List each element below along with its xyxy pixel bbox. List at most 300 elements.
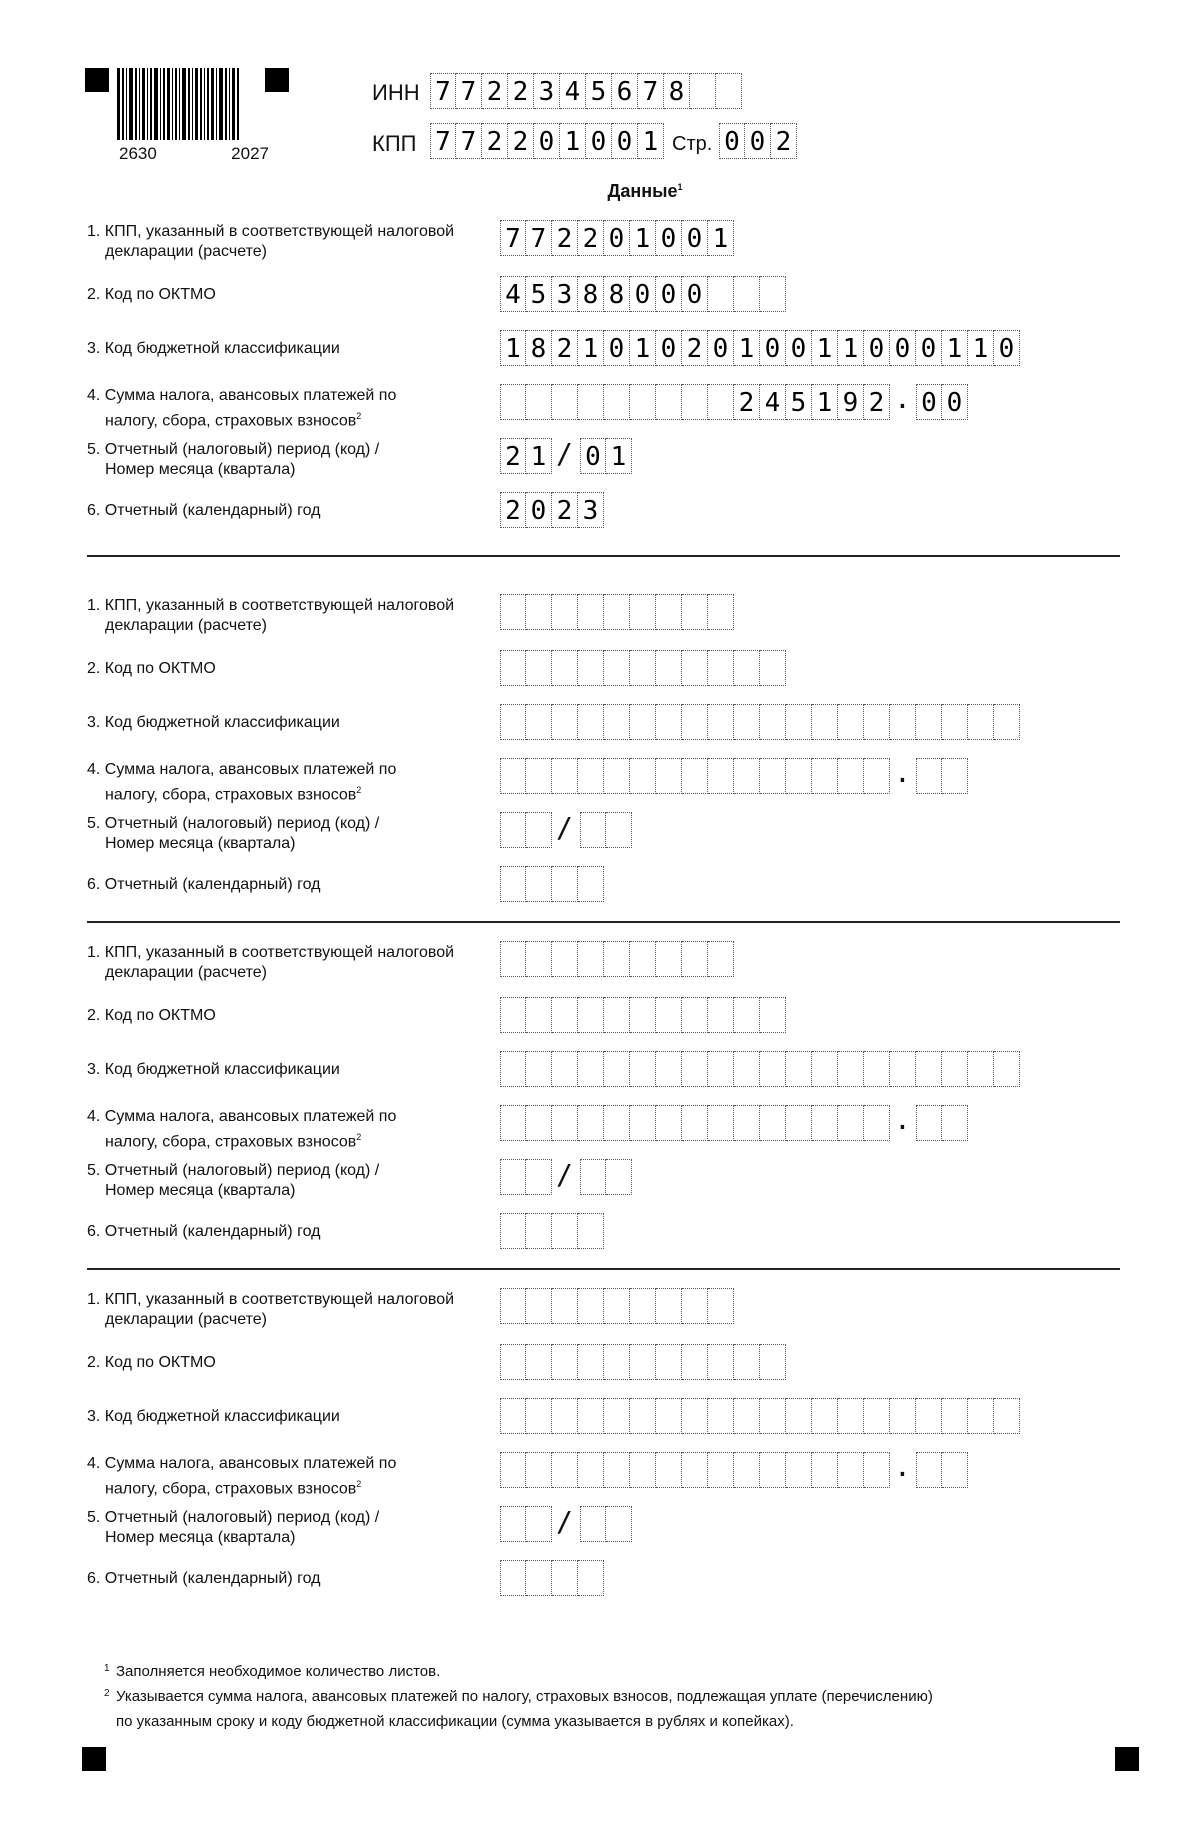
kpp-cell[interactable]: 0	[612, 123, 638, 159]
kbk-field-cell[interactable]	[812, 1398, 838, 1434]
sum-integer-field-cell[interactable]: 5	[786, 384, 812, 420]
year-field-cell[interactable]	[500, 866, 526, 902]
kbk-field-cell[interactable]: 1	[630, 330, 656, 366]
kpp-field-cell[interactable]	[630, 941, 656, 977]
kbk-field-cell[interactable]: 0	[604, 330, 630, 366]
kpp-field-cell[interactable]	[656, 941, 682, 977]
kbk-field-cell[interactable]	[734, 704, 760, 740]
sum-integer-field-cell[interactable]	[786, 1105, 812, 1141]
oktmo-field-cell[interactable]	[604, 650, 630, 686]
oktmo-field-cell[interactable]	[708, 276, 734, 312]
period-number-field-cell[interactable]	[580, 1506, 606, 1542]
sum-integer-field-cell[interactable]	[838, 1105, 864, 1141]
oktmo-field-cell[interactable]	[708, 997, 734, 1033]
sum-integer-field-cell[interactable]	[760, 1452, 786, 1488]
oktmo-field-cell[interactable]	[500, 650, 526, 686]
kbk-field-cell[interactable]	[812, 1051, 838, 1087]
kbk-field-cell[interactable]	[526, 704, 552, 740]
oktmo-field-cell[interactable]	[656, 1344, 682, 1380]
oktmo-field-cell[interactable]: 8	[578, 276, 604, 312]
year-field-cell[interactable]	[578, 866, 604, 902]
oktmo-field-cell[interactable]	[552, 650, 578, 686]
period-number-field-cell[interactable]: 0	[580, 438, 606, 474]
kpp-field-cell[interactable]: 0	[604, 220, 630, 256]
footnote-2	[104, 1684, 1076, 1734]
kbk-field-cell[interactable]	[760, 704, 786, 740]
kpp-field-cell[interactable]	[682, 594, 708, 630]
sum-integer-field-cell[interactable]	[760, 1105, 786, 1141]
kbk-field-cell[interactable]: 0	[786, 330, 812, 366]
kbk-field-cell[interactable]	[708, 1398, 734, 1434]
kbk-field-cell[interactable]	[526, 1398, 552, 1434]
kbk-field-cell[interactable]	[578, 704, 604, 740]
kbk-field-cell[interactable]	[994, 704, 1020, 740]
kpp-field-cell[interactable]	[604, 1288, 630, 1324]
kpp-field-cell[interactable]	[526, 941, 552, 977]
kbk-field-cell[interactable]	[968, 704, 994, 740]
kbk-field-cell[interactable]: 1	[942, 330, 968, 366]
sum-integer-field-cell[interactable]	[500, 1105, 526, 1141]
kpp-field-cell[interactable]: 1	[708, 220, 734, 256]
oktmo-field-cell[interactable]	[552, 997, 578, 1033]
page-number-cell[interactable]: 0	[745, 123, 771, 159]
sum-integer-field-cell[interactable]	[630, 1452, 656, 1488]
kbk-field-cell[interactable]	[994, 1051, 1020, 1087]
kpp-field-cell[interactable]	[682, 1288, 708, 1324]
kbk-field-cell[interactable]: 0	[760, 330, 786, 366]
kpp-field-cell[interactable]	[578, 941, 604, 977]
page-number-cell[interactable]: 0	[719, 123, 745, 159]
oktmo-field-cell[interactable]	[604, 997, 630, 1033]
year-field-cell[interactable]	[526, 1560, 552, 1596]
kbk-field-cell[interactable]	[864, 1051, 890, 1087]
oktmo-field-cell[interactable]: 0	[656, 276, 682, 312]
kbk-field-cell[interactable]: 1	[734, 330, 760, 366]
kpp-field-cell[interactable]	[630, 1288, 656, 1324]
kbk-field-cell[interactable]	[500, 1398, 526, 1434]
kbk-field-cell[interactable]: 0	[994, 330, 1020, 366]
sum-integer-field-cell[interactable]	[812, 758, 838, 794]
kbk-field-cell[interactable]	[890, 704, 916, 740]
period-number-field-cell[interactable]: 1	[606, 438, 632, 474]
kpp-field-cell[interactable]	[604, 594, 630, 630]
year-field-cell[interactable]	[500, 1213, 526, 1249]
kbk-field-cell[interactable]	[916, 1398, 942, 1434]
oktmo-field-cell[interactable]: 4	[500, 276, 526, 312]
inn-cell[interactable]: 5	[586, 73, 612, 109]
sum-integer-field-cell[interactable]	[526, 758, 552, 794]
kbk-field-cell[interactable]: 0	[916, 330, 942, 366]
sum-decimal-field-cell[interactable]: 0	[942, 384, 968, 420]
year-field-cell[interactable]	[500, 1560, 526, 1596]
sum-integer-field-cell[interactable]	[864, 1452, 890, 1488]
sum-integer-field-cell[interactable]	[786, 1452, 812, 1488]
oktmo-field-cell[interactable]	[682, 650, 708, 686]
inn-cell[interactable]: 7	[430, 73, 456, 109]
oktmo-field-cell[interactable]	[760, 650, 786, 686]
kpp-field-cell[interactable]	[552, 1288, 578, 1324]
kbk-field-cell[interactable]	[812, 704, 838, 740]
year-field-cell[interactable]	[526, 1213, 552, 1249]
oktmo-field-cell[interactable]: 0	[630, 276, 656, 312]
barcode-bar	[160, 68, 161, 140]
sum-integer-field-cell[interactable]: 4	[760, 384, 786, 420]
kbk-field-cell[interactable]	[864, 704, 890, 740]
oktmo-field-cell[interactable]	[630, 997, 656, 1033]
kbk-field-cell[interactable]	[630, 704, 656, 740]
kpp-field-cell[interactable]	[552, 941, 578, 977]
oktmo-field-cell[interactable]: 0	[682, 276, 708, 312]
kbk-field-cell[interactable]	[916, 1051, 942, 1087]
kbk-field-cell[interactable]	[734, 1051, 760, 1087]
kpp-cell[interactable]: 1	[638, 123, 664, 159]
sum-integer-field-cell[interactable]	[578, 1452, 604, 1488]
sum-integer-field-cell[interactable]	[552, 1452, 578, 1488]
kbk-field-cell[interactable]	[500, 704, 526, 740]
inn-cell[interactable]	[690, 73, 716, 109]
kpp-field	[500, 1288, 734, 1324]
kbk-field-cell[interactable]	[786, 704, 812, 740]
kpp-cell[interactable]: 0	[534, 123, 560, 159]
period-code-field-cell[interactable]	[500, 1159, 526, 1195]
kpp-field-cell[interactable]: 2	[578, 220, 604, 256]
kbk-field-cell[interactable]: 1	[838, 330, 864, 366]
sum-integer-field-cell[interactable]	[500, 1452, 526, 1488]
sum-integer-field-cell[interactable]: 2	[734, 384, 760, 420]
kbk-field-cell[interactable]: 8	[526, 330, 552, 366]
kpp-cell[interactable]: 2	[482, 123, 508, 159]
kbk-field-cell[interactable]: 1	[968, 330, 994, 366]
kpp-field-cell[interactable]	[500, 941, 526, 977]
oktmo-field-cell[interactable]	[500, 1344, 526, 1380]
oktmo-field-cell[interactable]	[656, 997, 682, 1033]
oktmo-field-cell[interactable]	[578, 1344, 604, 1380]
kpp-field-cell[interactable]	[552, 594, 578, 630]
kbk-field-cell[interactable]	[890, 1398, 916, 1434]
inn-cell[interactable]: 2	[482, 73, 508, 109]
sum-integer-field-cell[interactable]	[734, 758, 760, 794]
sum-integer-field-cell[interactable]	[552, 1105, 578, 1141]
barcode-bar	[142, 68, 145, 140]
period-number-field-cell[interactable]	[580, 1159, 606, 1195]
sum-integer-field-cell[interactable]	[838, 1452, 864, 1488]
oktmo-field-cell[interactable]	[656, 650, 682, 686]
inn-cell[interactable]: 2	[508, 73, 534, 109]
kbk-field-cell[interactable]	[734, 1398, 760, 1434]
kbk-field-cell[interactable]: 0	[890, 330, 916, 366]
sum-decimal-field-cell[interactable]	[942, 758, 968, 794]
kpp-field-cell[interactable]	[630, 594, 656, 630]
kpp-cell[interactable]: 2	[508, 123, 534, 159]
kpp-field-cell[interactable]: 7	[526, 220, 552, 256]
inn-cell[interactable]: 3	[534, 73, 560, 109]
kpp-field-cell[interactable]	[708, 941, 734, 977]
kbk-field-cell[interactable]	[760, 1051, 786, 1087]
oktmo-field-cell[interactable]	[630, 650, 656, 686]
sum-integer-field-cell[interactable]	[604, 1105, 630, 1141]
kbk-field-cell[interactable]: 1	[812, 330, 838, 366]
inn-cell[interactable]: 4	[560, 73, 586, 109]
year-field-cell[interactable]: 2	[500, 492, 526, 528]
period-code-field-cell[interactable]	[526, 812, 552, 848]
sum-integer-field-cell[interactable]	[812, 1452, 838, 1488]
sum-decimal-field-cell[interactable]	[916, 758, 942, 794]
kbk-field-cell[interactable]	[890, 1051, 916, 1087]
period-code-field	[500, 812, 552, 848]
kpp-field-cell[interactable]	[526, 1288, 552, 1324]
kbk-field-cell[interactable]	[630, 1051, 656, 1087]
label-period-line-2: Номер месяца (квартала)	[105, 461, 296, 478]
inn-cell[interactable]: 6	[612, 73, 638, 109]
kpp-field-cell[interactable]	[500, 594, 526, 630]
oktmo-field-cell[interactable]	[578, 997, 604, 1033]
barcode-bar	[175, 68, 177, 140]
year-field-cell[interactable]	[552, 866, 578, 902]
sum-integer-field-cell[interactable]	[734, 1105, 760, 1141]
kpp-field-cell[interactable]	[656, 1288, 682, 1324]
kbk-field-cell[interactable]	[708, 704, 734, 740]
barcode-bar	[150, 68, 152, 140]
sum-integer-field-cell[interactable]	[682, 1452, 708, 1488]
year-field-cell[interactable]: 2	[552, 492, 578, 528]
sum-integer-field-cell[interactable]	[760, 758, 786, 794]
kpp-cell[interactable]: 1	[560, 123, 586, 159]
oktmo-field-cell[interactable]: 3	[552, 276, 578, 312]
period-code-field-cell[interactable]: 1	[526, 438, 552, 474]
kbk-field-cell[interactable]	[916, 704, 942, 740]
kbk-field-cell[interactable]	[968, 1398, 994, 1434]
kbk-field-cell[interactable]	[604, 1398, 630, 1434]
sum-integer-field-cell[interactable]	[708, 1105, 734, 1141]
kbk-field-cell[interactable]	[604, 704, 630, 740]
oktmo-field-cell[interactable]	[526, 1344, 552, 1380]
sum-integer-field-cell[interactable]	[682, 758, 708, 794]
period-code-field-cell[interactable]	[526, 1506, 552, 1542]
kpp-field-cell[interactable]	[708, 1288, 734, 1324]
oktmo-field-cell[interactable]	[760, 276, 786, 312]
kbk-field-cell[interactable]: 0	[864, 330, 890, 366]
period-code-field-cell[interactable]	[526, 1159, 552, 1195]
label-period-line-2: Номер месяца (квартала)	[105, 835, 296, 852]
period-number-field-cell[interactable]	[606, 1506, 632, 1542]
period-slash: /	[556, 1158, 573, 1191]
kbk-field-cell[interactable]	[708, 1051, 734, 1087]
sum-integer-field-cell[interactable]	[552, 758, 578, 794]
kpp-field-cell[interactable]	[656, 594, 682, 630]
label-kpp	[87, 1290, 487, 1330]
sum-integer-field-cell[interactable]	[708, 758, 734, 794]
oktmo-field-cell[interactable]	[708, 1344, 734, 1380]
page-number-cell[interactable]: 2	[771, 123, 797, 159]
year-field-cell[interactable]	[552, 1213, 578, 1249]
kbk-field-cell[interactable]: 2	[552, 330, 578, 366]
inn-cell[interactable]: 7	[638, 73, 664, 109]
sum-integer-field-cell[interactable]	[838, 758, 864, 794]
oktmo-field-cell[interactable]	[734, 997, 760, 1033]
period-number-field-cell[interactable]	[606, 1159, 632, 1195]
kbk-field-cell[interactable]	[942, 1398, 968, 1434]
kbk-field-cell[interactable]	[604, 1051, 630, 1087]
sum-integer-field-cell[interactable]	[656, 758, 682, 794]
kpp-cell[interactable]: 7	[430, 123, 456, 159]
year-field-cell[interactable]	[552, 1560, 578, 1596]
sum-integer-field-cell[interactable]	[604, 1452, 630, 1488]
sum-integer-field-cell[interactable]	[630, 384, 656, 420]
oktmo-field-cell[interactable]: 5	[526, 276, 552, 312]
inn-cell[interactable]	[716, 73, 742, 109]
period-code-field-cell[interactable]	[500, 812, 526, 848]
sum-integer-field-cell[interactable]	[604, 384, 630, 420]
oktmo-field-cell[interactable]	[734, 650, 760, 686]
sum-integer-field-cell[interactable]	[578, 384, 604, 420]
sum-integer-field-cell[interactable]	[552, 384, 578, 420]
year-field-cell[interactable]	[578, 1560, 604, 1596]
sum-integer-field-cell[interactable]	[682, 384, 708, 420]
kbk-field-cell[interactable]	[994, 1398, 1020, 1434]
barcode-bar	[129, 68, 133, 140]
sum-integer-field-cell[interactable]: 9	[838, 384, 864, 420]
oktmo-field-cell[interactable]	[708, 650, 734, 686]
kpp-field-cell[interactable]	[526, 594, 552, 630]
kpp-field-cell[interactable]	[578, 594, 604, 630]
sum-decimal-field-cell[interactable]	[942, 1452, 968, 1488]
oktmo-field-cell[interactable]	[552, 1344, 578, 1380]
sum-integer-field-cell[interactable]	[734, 1452, 760, 1488]
kbk-field-cell[interactable]: 1	[578, 330, 604, 366]
oktmo-field-cell[interactable]	[734, 1344, 760, 1380]
kbk-field-cell[interactable]	[682, 1398, 708, 1434]
oktmo-field-cell[interactable]	[682, 1344, 708, 1380]
label-kpp-line-1: 1. КПП, указанный в соответствующей налоговой	[87, 223, 455, 240]
kbk-field-cell[interactable]	[838, 1398, 864, 1434]
footnote-1	[104, 1659, 1076, 1684]
kpp-field-cell[interactable]	[708, 594, 734, 630]
sum-integer-field-cell[interactable]	[630, 758, 656, 794]
sum-integer-field-cell[interactable]: 2	[864, 384, 890, 420]
sum-integer-field-cell[interactable]	[630, 1105, 656, 1141]
sum-integer-field-cell[interactable]	[526, 384, 552, 420]
kpp-field-cell[interactable]	[604, 941, 630, 977]
oktmo-field-cell[interactable]	[682, 997, 708, 1033]
sum-integer-field-cell[interactable]	[708, 384, 734, 420]
kbk-field-cell[interactable]	[942, 704, 968, 740]
sum-integer-field-cell[interactable]	[864, 758, 890, 794]
kbk-field-cell[interactable]	[942, 1051, 968, 1087]
kbk-field-cell[interactable]: 1	[500, 330, 526, 366]
kbk-field-cell[interactable]	[786, 1398, 812, 1434]
kbk-field-cell[interactable]	[682, 704, 708, 740]
kpp-cell[interactable]: 0	[586, 123, 612, 159]
oktmo-field-cell[interactable]	[604, 1344, 630, 1380]
sum-integer-field-cell[interactable]	[526, 1105, 552, 1141]
kpp-field-cell[interactable]	[682, 941, 708, 977]
kbk-field-cell[interactable]	[552, 1051, 578, 1087]
barcode-bar	[219, 68, 223, 140]
kbk-field-cell[interactable]	[656, 1051, 682, 1087]
kpp-field-cell[interactable]: 0	[656, 220, 682, 256]
kbk-field-cell[interactable]	[630, 1398, 656, 1434]
sum-integer-field-cell[interactable]	[500, 758, 526, 794]
year-field-cell[interactable]: 3	[578, 492, 604, 528]
sum-integer-field-cell[interactable]	[786, 758, 812, 794]
period-number-field-cell[interactable]	[580, 812, 606, 848]
kbk-field-cell[interactable]	[552, 704, 578, 740]
kbk-field-cell[interactable]: 2	[682, 330, 708, 366]
kpp-field-cell[interactable]: 1	[630, 220, 656, 256]
kbk-field-cell[interactable]	[968, 1051, 994, 1087]
oktmo-field-cell[interactable]	[760, 997, 786, 1033]
sum-integer-field-cell[interactable]	[578, 758, 604, 794]
kbk-field-cell[interactable]: 0	[656, 330, 682, 366]
oktmo-field-cell[interactable]	[500, 997, 526, 1033]
oktmo-field-cell[interactable]	[734, 276, 760, 312]
sum-integer-field-cell[interactable]	[656, 1452, 682, 1488]
sum-integer-field-cell[interactable]	[708, 1452, 734, 1488]
kbk-field-cell[interactable]	[578, 1398, 604, 1434]
year-field-cell[interactable]: 0	[526, 492, 552, 528]
oktmo-field-cell[interactable]	[630, 1344, 656, 1380]
period-code-field-cell[interactable]: 2	[500, 438, 526, 474]
kpp-field-cell[interactable]	[578, 1288, 604, 1324]
kpp-field-cell[interactable]	[500, 1288, 526, 1324]
sum-decimal-field-cell[interactable]	[942, 1105, 968, 1141]
sum-integer-field-cell[interactable]	[500, 384, 526, 420]
sum-integer-field-cell[interactable]	[864, 1105, 890, 1141]
kbk-field-cell[interactable]	[500, 1051, 526, 1087]
kpp-field-cell[interactable]: 7	[500, 220, 526, 256]
kbk-field-cell[interactable]	[864, 1398, 890, 1434]
oktmo-field-cell[interactable]	[760, 1344, 786, 1380]
kbk-field-cell[interactable]	[838, 1051, 864, 1087]
sum-integer-field-cell[interactable]	[812, 1105, 838, 1141]
kbk-field-cell[interactable]: 0	[708, 330, 734, 366]
kbk-field-cell[interactable]	[786, 1051, 812, 1087]
inn-cell[interactable]: 7	[456, 73, 482, 109]
kbk-field-cell[interactable]	[552, 1398, 578, 1434]
kbk-field-cell[interactable]	[578, 1051, 604, 1087]
kpp-field-cell[interactable]: 2	[552, 220, 578, 256]
sum-integer-field-cell[interactable]	[526, 1452, 552, 1488]
sum-integer-field-cell[interactable]	[604, 758, 630, 794]
sum-integer-field-cell[interactable]	[656, 1105, 682, 1141]
kbk-field-cell[interactable]	[760, 1398, 786, 1434]
kbk-field-cell[interactable]	[526, 1051, 552, 1087]
kbk-field-cell[interactable]	[656, 1398, 682, 1434]
barcode-bar	[237, 68, 239, 140]
kpp-cell[interactable]: 7	[456, 123, 482, 159]
sum-integer-field-cell[interactable]	[656, 384, 682, 420]
kbk-field-cell[interactable]	[656, 704, 682, 740]
kbk-field-cell[interactable]	[682, 1051, 708, 1087]
oktmo-field-cell[interactable]	[526, 650, 552, 686]
sum-integer-field-cell[interactable]: 1	[812, 384, 838, 420]
year-field-cell[interactable]	[526, 866, 552, 902]
kbk-field-cell[interactable]	[838, 704, 864, 740]
sum-decimal-field-cell[interactable]	[916, 1452, 942, 1488]
sum-decimal-field-cell[interactable]: 0	[916, 384, 942, 420]
oktmo-field-cell[interactable]: 8	[604, 276, 630, 312]
sum-integer-field-cell[interactable]	[578, 1105, 604, 1141]
sum-decimal-field-cell[interactable]	[916, 1105, 942, 1141]
inn-cell[interactable]: 8	[664, 73, 690, 109]
oktmo-field-cell[interactable]	[578, 650, 604, 686]
period-code-field-cell[interactable]	[500, 1506, 526, 1542]
year-field-cell[interactable]	[578, 1213, 604, 1249]
oktmo-field-cell[interactable]	[526, 997, 552, 1033]
kpp-field-cell[interactable]: 0	[682, 220, 708, 256]
sum-integer-field-cell[interactable]	[682, 1105, 708, 1141]
period-number-field-cell[interactable]	[606, 812, 632, 848]
